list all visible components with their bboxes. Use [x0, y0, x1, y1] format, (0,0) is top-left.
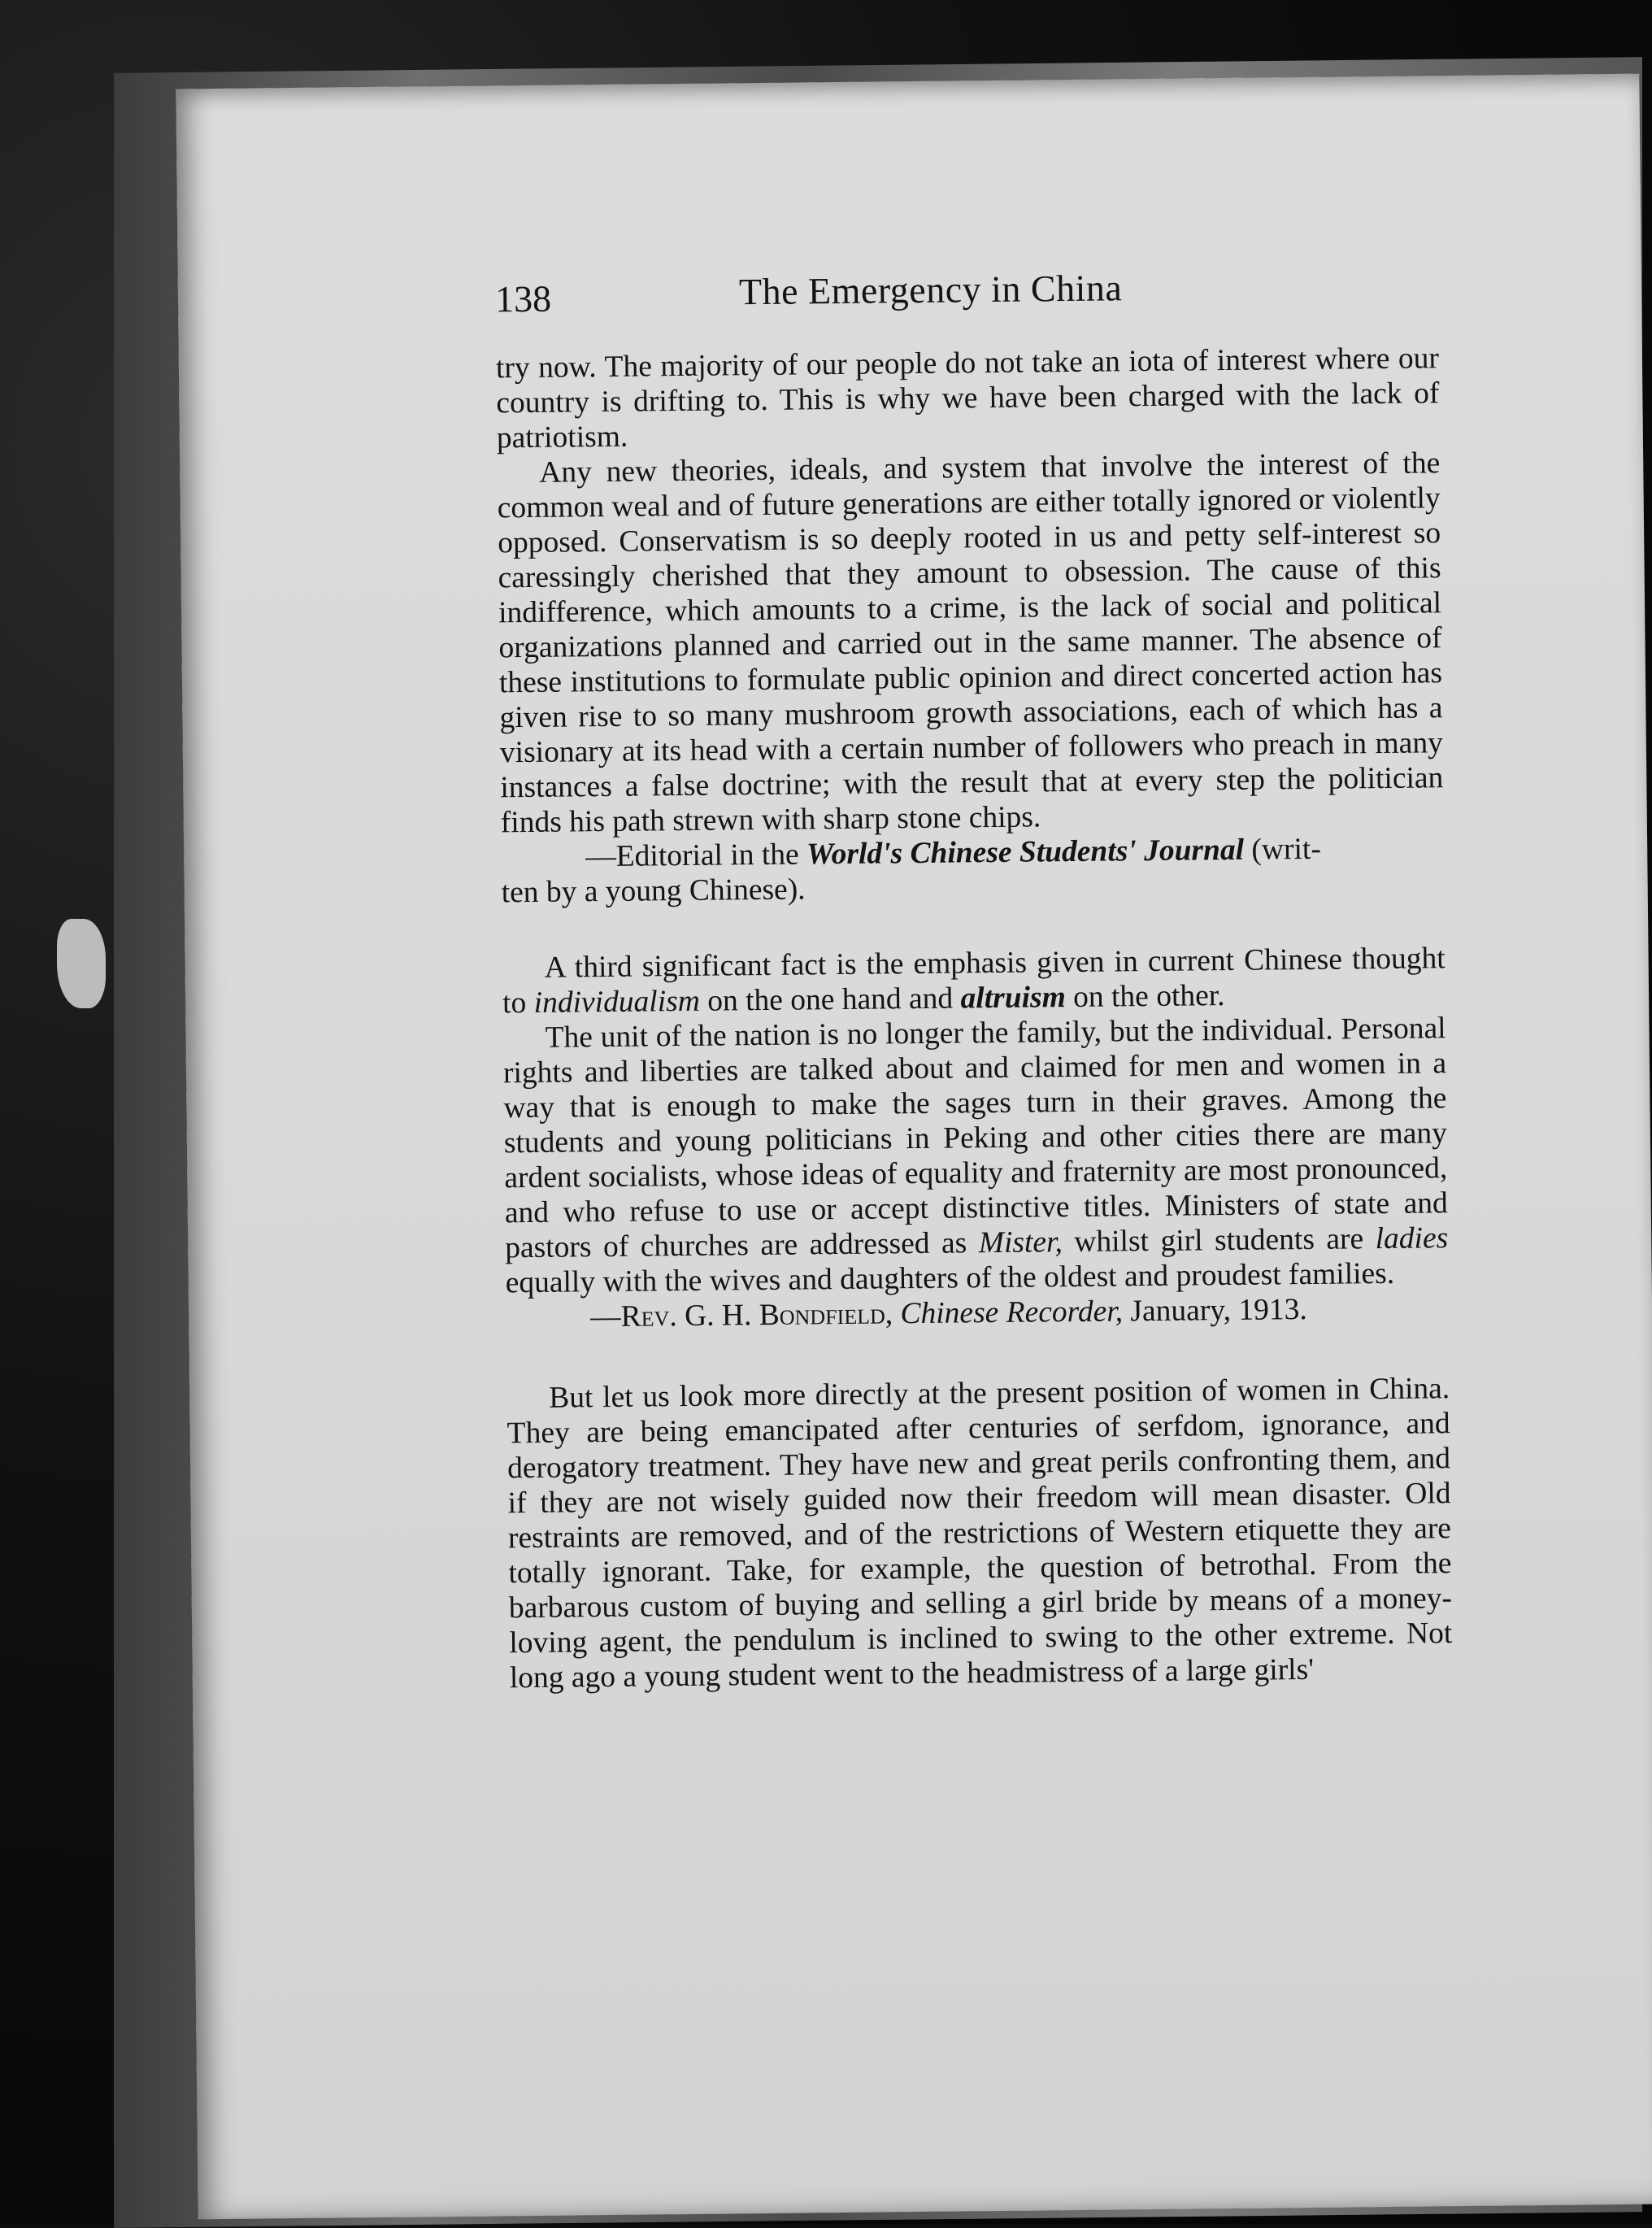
- main-text: [506, 1371, 1453, 1695]
- paragraph-continued: try now. The majority of our people do not take an iota of interest where our country is drifting to. This is why we have been charged with the lack of patriotism.: [495, 342, 1440, 455]
- paragraph-individualism: [502, 941, 1446, 1020]
- text-span: —: [589, 1299, 621, 1334]
- attribution-suffix: (writ-: [1243, 832, 1322, 867]
- emphasis-altruism: altruism: [960, 981, 1066, 1016]
- emphasis-individualism: individualism: [533, 984, 701, 1020]
- text-span: on the one hand and: [699, 981, 961, 1018]
- paragraph-editorial: Any new theories, ideals, and system that involve the interest of the common weal and of future generations are either totally ignored or violently opposed. Conservatism is so deeply rooted in us and petty self-interest so caressingly cherished that they amount to obsession. The cause of this indifference, which amounts to a crime, is the lack of social and political organizations planned and carried out in the same manner. The absence of these institutions to formulate public opinion and direct concerted action has given rise to so many mushroom growth associations, each of which has a visionary at its head with a certain number of followers who preach in many instances a false doctrine; with the result that at every step the politician finds his path strewn with sharp stone chips.: [497, 446, 1444, 840]
- paragraph-unit-of-nation: [502, 1011, 1449, 1300]
- text-span: equally with the wives and daughters of the oldest and proudest families.: [505, 1256, 1395, 1300]
- page-number: 138: [494, 277, 552, 320]
- quoted-bondfield: [502, 941, 1449, 1335]
- editorial-attribution-cont: ten by a young Chinese).: [501, 872, 806, 910]
- text-span: The unit of the nation is no longer the family, but the individual. Personal rights and liberties are talked about and claimed for men and women in a way that is enough to make the sages turn in their graves. Among the students and young politicians in Peking and other cities there are many ardent socialists, whose ideas of equality and fraternity are most pronounced, and who refuse to use or accept distinctive titles. Ministers of state and pastors of churches are addressed as: [502, 1012, 1448, 1265]
- running-head: [495, 263, 1439, 329]
- attribution-journal: World's Chinese Students' Journal: [806, 833, 1245, 872]
- emphasis-mister: Mister,: [978, 1225, 1063, 1260]
- text-span: whilst girl students are: [1062, 1222, 1376, 1260]
- book-page: [176, 74, 1652, 2220]
- paper-scrap: [57, 919, 106, 1008]
- paragraph-women-position: But let us look more directly at the present position of women in China. They are being emancipated after centuries of serfdom, ignorance, and derogatory treatment. They have new and great perils confronting them, and if they are not wisely guided now their freedom will mean disaster. Old restraints are removed, and of the restrictions of Western etiquette they are totally ignorant. Take, for example, the question of betrothal. From the barbarous custom of buying and selling a girl bride by means of a money-loving agent, the pendulum is inclined to swing to the other extreme. Not long ago a young student went to the headmistress of a large girls': [506, 1372, 1453, 1695]
- attribution-author: Rev. G. H. Bondfield,: [620, 1297, 893, 1334]
- attribution-journal: Chinese Recorder,: [900, 1295, 1124, 1331]
- text-span: on the other.: [1065, 979, 1225, 1015]
- quoted-editorial: [496, 341, 1445, 910]
- running-title: The Emergency in China: [738, 267, 1123, 313]
- text-span: A third significant fact is the emphasis given in current Chinese thought to: [502, 942, 1446, 1020]
- page-content: [495, 263, 1453, 1695]
- text-span: January, 1913.: [1122, 1293, 1307, 1329]
- attribution-prefix: —Editorial in the: [585, 838, 807, 874]
- emphasis-ladies: ladies: [1375, 1221, 1449, 1256]
